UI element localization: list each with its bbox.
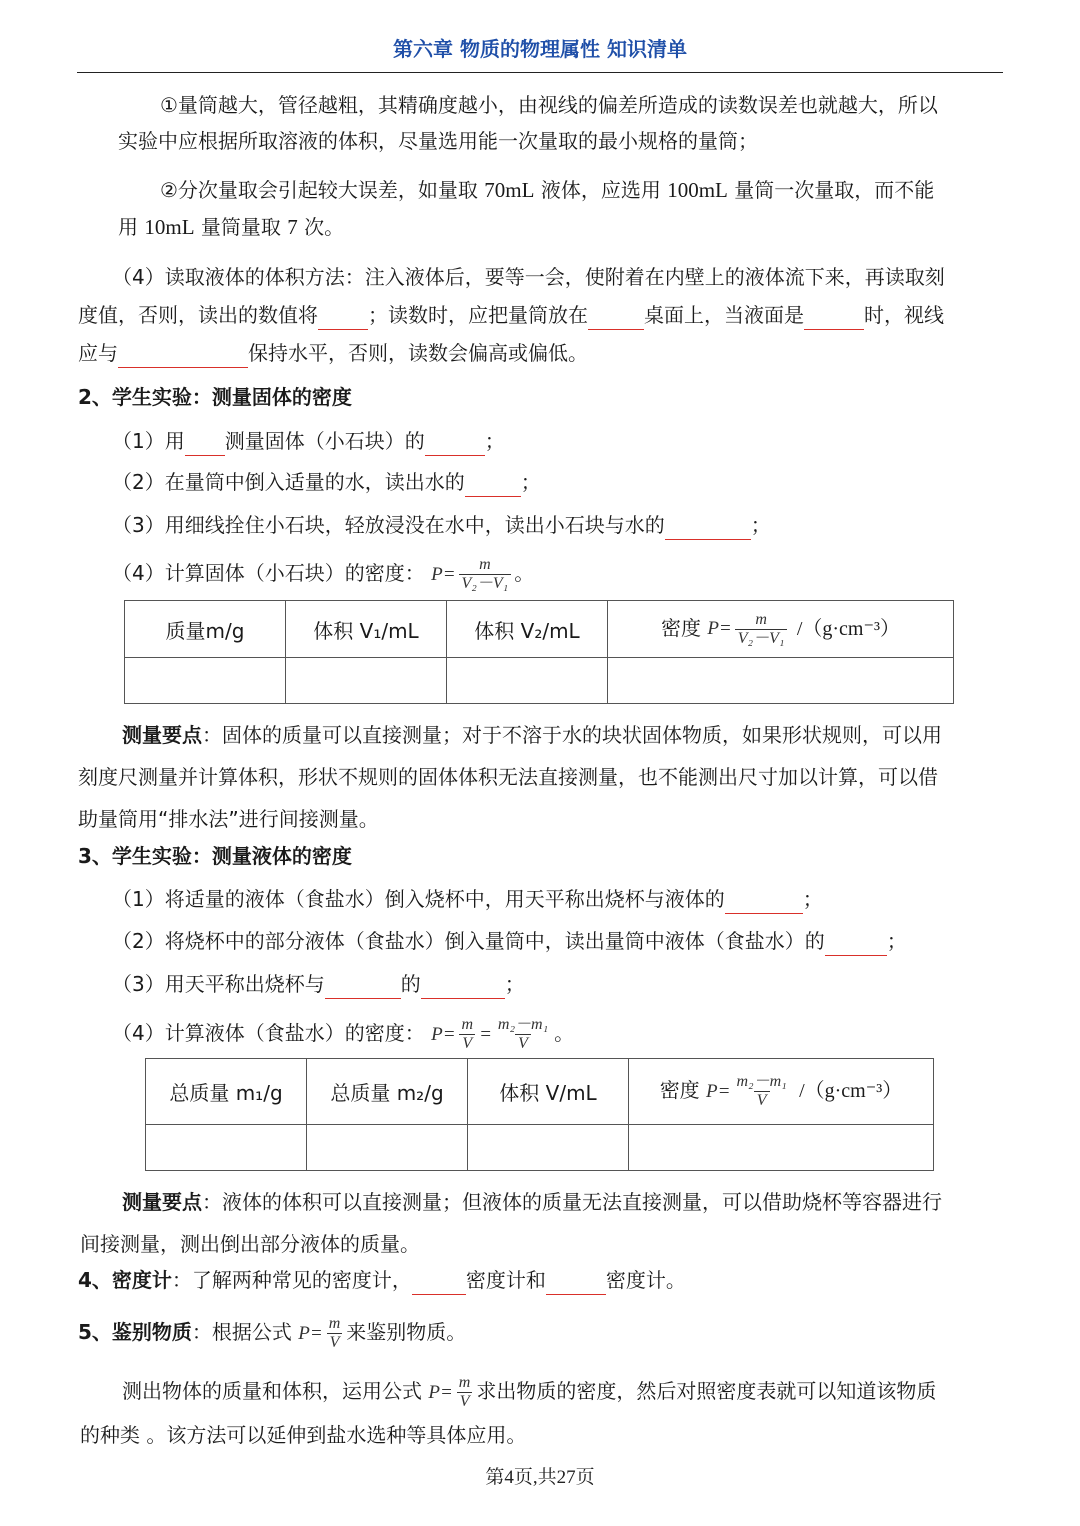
s5-para-line-1: 测出物体的质量和体积，运用公式 P= $\frac{m}{V}$ 求出物质的密度，然后对照密度表就可以知道该物质 <box>122 1374 937 1410</box>
liquid-density-table <box>145 1058 934 1171</box>
table-header: 体积 V/mL <box>468 1059 629 1125</box>
table-header: 总质量 m₁/g <box>146 1059 307 1125</box>
s2-note-line-3: 助量筒用“排水法”进行间接测量。 <box>78 807 379 831</box>
fill-blank[interactable] <box>118 345 248 368</box>
s2-note-line-2: 刻度尺测量并计算体积，形状不规则的固体体积无法直接测量，也不能测出尺寸加以计算，可以借 <box>78 765 938 789</box>
fill-blank[interactable] <box>725 891 803 914</box>
s3-note-line-1: 测量要点：液体的体积可以直接测量；但液体的质量无法直接测量，可以借助烧杯等容器进行 <box>122 1190 942 1214</box>
table-header: 体积 V₁/mL <box>286 601 447 658</box>
fill-blank[interactable] <box>421 976 505 999</box>
fill-blank[interactable] <box>588 307 644 330</box>
page-title: 第六章 物质的物理属性 知识清单 <box>393 37 687 61</box>
liquid-density-formula: P= $\frac{m}{V}$ = $\frac{\text{m₂－m₁}}{V}$ <box>431 1016 549 1052</box>
fill-blank[interactable] <box>412 1272 466 1295</box>
section-2-heading: 2、学生实验：测量固体的密度 <box>78 385 352 409</box>
table-header: 总质量 m₂/g <box>307 1059 468 1125</box>
fill-blank[interactable] <box>425 433 485 456</box>
fill-blank[interactable] <box>185 433 225 456</box>
table-cell[interactable] <box>629 1125 934 1171</box>
s5-para-line-2: 的种类 。该方法可以延伸到盐水选种等具体应用。 <box>80 1423 527 1447</box>
para-3-line-1: （4）读取液体的体积方法：注入液体后，要等一会，使附着在内壁上的液体流下来，再读取刻 <box>112 265 945 289</box>
section-3-heading: 3、学生实验：测量液体的密度 <box>78 844 352 868</box>
page-number: 第4页,共27页 <box>485 1467 595 1488</box>
fill-blank[interactable] <box>465 474 521 497</box>
para-3-line-2: 度值，否则，读出的数值将 ；读数时，应把量筒放在 桌面上，当液面是 时，视线 <box>78 300 944 330</box>
s2-step-3: （3）用细线拴住小石块，轻放浸没在水中，读出小石块与水的 ； <box>112 510 771 540</box>
s3-step-3: （3）用天平称出烧杯与 的 ； <box>112 969 525 999</box>
s2-step-2: （2）在量筒中倒入适量的水，读出水的 ； <box>112 467 541 497</box>
density-formula-simple: P= $\frac{m}{V}$ <box>298 1315 346 1352</box>
s2-note-line-1: 测量要点：固体的质量可以直接测量；对于不溶于水的块状固体物质，如果形状规则，可以用 <box>122 723 942 747</box>
s3-step-2: （2）将烧杯中的部分液体（食盐水）倒入量筒中，读出量筒中液体（食盐水）的 ； <box>112 926 907 956</box>
s3-step-4: （4）计算液体（食盐水）的密度： P= $\frac{m}{V}$ = $\frac{\text{m₂－m₁}}{V}$ 。 <box>112 1016 575 1052</box>
s3-step-1: （1）将适量的液体（食盐水）倒入烧杯中，用天平称出烧杯与液体的 ； <box>112 884 823 914</box>
density-formula: P= $\frac{m}{\text{V₂－V₁}}$ <box>431 556 514 593</box>
table-cell[interactable] <box>447 658 608 704</box>
para-1-line-1: ①量筒越大，管径越粗，其精确度越小，由视线的偏差所造成的读数误差也就越大，所以 <box>160 93 938 117</box>
table-cell[interactable] <box>286 658 447 704</box>
table-header-density: 密度 P= $\frac{m}{\text{V₂－V₁}}$ /（g·cm⁻³） <box>608 601 954 658</box>
para-1-line-2: 实验中应根据所取溶液的体积，尽量选用能一次量取的最小规格的量筒； <box>118 129 758 153</box>
table-cell[interactable] <box>146 1125 307 1171</box>
fill-blank[interactable] <box>804 307 864 330</box>
section-5: 5、鉴别物质：根据公式 P= $\frac{m}{V}$ 来鉴别物质。 <box>78 1315 467 1351</box>
s2-step-4: （4）计算固体（小石块）的密度： P= $\frac{m}{\text{V₂－V₁}}$ 。 <box>112 556 535 592</box>
table-header-density: 密度 P= $\frac{\text{m₂－m₁}}{V}$ /（g·cm⁻³） <box>629 1059 934 1125</box>
table-cell[interactable] <box>468 1125 629 1171</box>
para-2-line-1: ②分次量取会引起较大误差，如量取 70mL 液体，应选用 100mL 量筒一次量取，而不能 <box>160 178 935 202</box>
fill-blank[interactable] <box>318 307 368 330</box>
header-rule <box>77 72 1003 73</box>
density-formula-simple: P= $\frac{m}{V}$ <box>428 1374 476 1411</box>
table-cell[interactable] <box>307 1125 468 1171</box>
s3-note-line-2: 间接测量，测出倒出部分液体的质量。 <box>80 1232 420 1256</box>
fill-blank[interactable] <box>665 517 751 540</box>
table-cell[interactable] <box>125 658 286 704</box>
section-4: 4、密度计：了解两种常见的密度计， 密度计和 密度计。 <box>78 1265 686 1295</box>
table-header: 体积 V₂/mL <box>447 601 608 658</box>
s2-step-1: （1）用 测量固体（小石块）的 ； <box>112 426 505 456</box>
table-header: 质量m/g <box>125 601 286 658</box>
para-3-line-3: 应与 保持水平，否则，读数会偏高或偏低。 <box>78 338 588 368</box>
para-2-line-2: 用 10mL 量筒量取 7 次。 <box>118 215 345 239</box>
table-cell[interactable] <box>608 658 954 704</box>
fill-blank[interactable] <box>825 933 887 956</box>
solid-density-table <box>124 600 954 704</box>
fill-blank[interactable] <box>546 1272 606 1295</box>
fill-blank[interactable] <box>325 976 401 999</box>
